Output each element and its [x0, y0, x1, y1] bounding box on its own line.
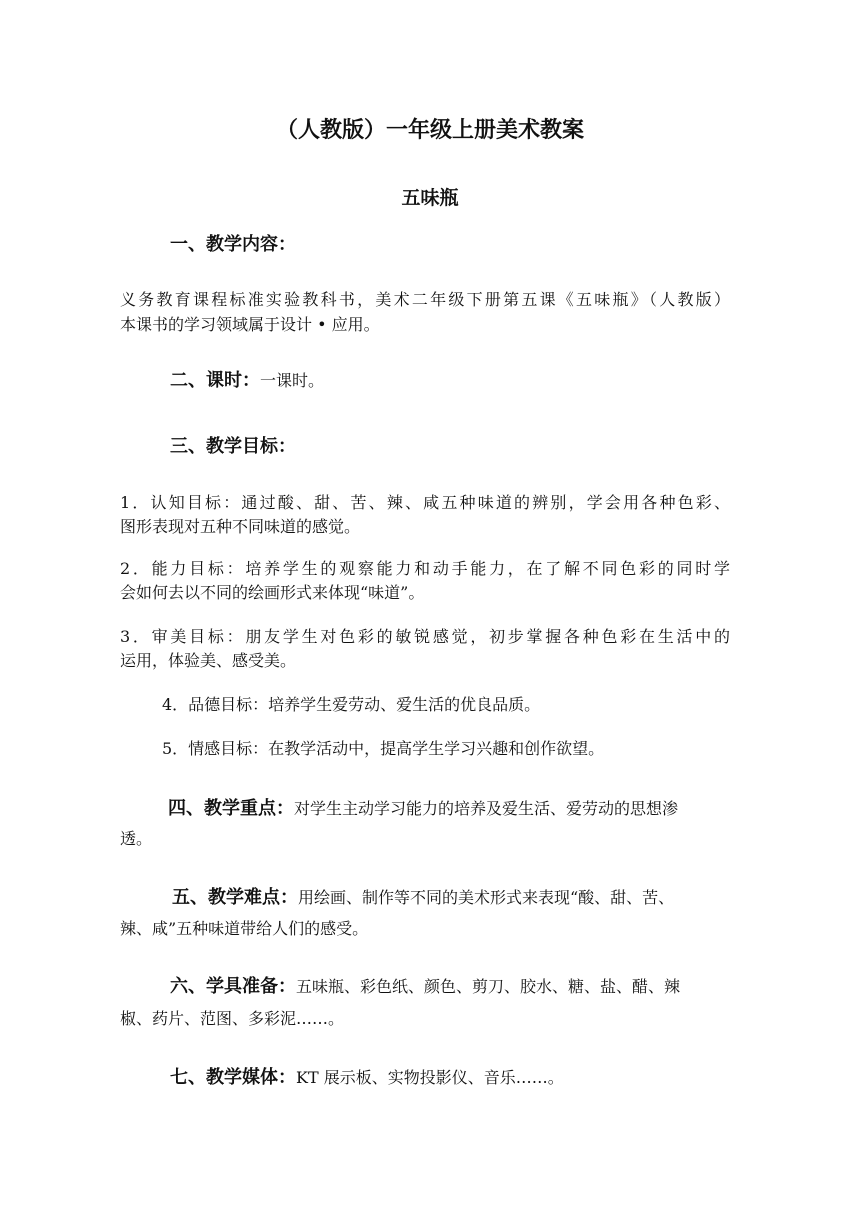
- goal-3-line-2: 运用，体验美、感受美。: [120, 651, 297, 670]
- section-4-line-1: [168, 794, 678, 820]
- section-1-line-2: 本课书的学习领域属于设计 • 应用。: [120, 315, 380, 334]
- goal-4: 4．品德目标：培养学生爱劳动、爱生活的优良品质。: [162, 695, 541, 714]
- section-7: [170, 1063, 564, 1089]
- goal-2-line-1: 2．能力目标：培养学生的观察能力和动手能力，在了解不同色彩的同时学: [120, 559, 730, 578]
- lesson-title: 五味瓶: [401, 187, 459, 209]
- section-6-line-1: [170, 972, 680, 998]
- section-4-body-2: 透。: [120, 829, 153, 848]
- section-6-body-2: 椒、药片、范图、多彩泥……。: [120, 1009, 345, 1028]
- goal-1-line-2: 图形表现对五种不同味道的感觉。: [120, 517, 361, 536]
- goal-3-line-1: 3．审美目标：朋友学生对色彩的敏锐感觉，初步掌握各种色彩在生活中的: [120, 627, 730, 646]
- section-3-heading: 三、教学目标：: [170, 436, 296, 457]
- section-6-heading: 六、学具准备：: [170, 976, 296, 997]
- section-1-heading: 一、教学内容：: [170, 234, 296, 255]
- section-6-body-1: 五味瓶、彩色纸、颜色、剪刀、胶水、糖、盐、醋、辣: [296, 977, 681, 996]
- section-7-body: KT 展示板、实物投影仪、音乐……。: [296, 1068, 564, 1087]
- section-4-heading: 四、教学重点：: [168, 798, 294, 819]
- goal-5: 5．情感目标：在教学活动中，提高学生学习兴趣和创作欲望。: [162, 739, 605, 758]
- section-5-body-2: 辣、咸”五种味道带给人们的感受。: [120, 919, 369, 938]
- document-title: （人教版）一年级上册美术教案: [275, 117, 584, 143]
- goal-2-line-2: 会如何去以不同的绘画形式来体现“味道”。: [120, 583, 425, 602]
- section-5-line-1: [172, 883, 674, 909]
- section-1-line-1: 义务教育课程标准实验教科书，美术二年级下册第五课《五味瓶》（人教版）: [120, 290, 730, 309]
- section-2-body: 一课时。: [260, 371, 325, 390]
- section-2-heading: 二、课时：: [170, 370, 260, 391]
- section-5-heading: 五、教学难点：: [172, 887, 298, 908]
- section-5-body-1: 用绘画、制作等不同的美术形式来表现“酸、甜、苦、: [298, 888, 675, 907]
- section-4-body-1: 对学生主动学习能力的培养及爱生活、爱劳动的思想渗: [294, 799, 679, 818]
- section-2: [170, 366, 324, 392]
- goal-1-line-1: 1．认知目标：通过酸、甜、苦、辣、咸五种味道的辨别，学会用各种色彩、: [120, 493, 730, 512]
- section-7-heading: 七、教学媒体：: [170, 1067, 296, 1088]
